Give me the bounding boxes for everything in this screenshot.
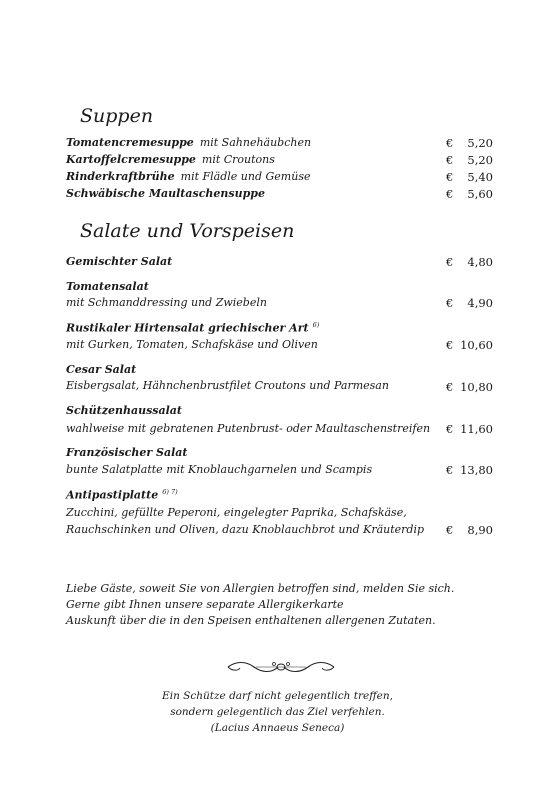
menu-item-salad — [66, 280, 496, 296]
price-row — [0, 153, 555, 169]
item-description: Eisbergsalat, Hähnchenbrustfilet Croutons und Parmesan — [66, 379, 389, 392]
menu-item-salad — [66, 488, 496, 504]
quote-line: sondern gelegentlich das Ziel verfehlen. — [170, 706, 385, 718]
item-name: Französischer Salat — [66, 446, 188, 459]
currency-symbol: € — [446, 296, 454, 310]
item-name: Cesar Salat — [66, 363, 137, 376]
allergy-notice-line: Liebe Gäste, soweit Sie von Allergien betroffen sind, melden Sie sich. — [66, 582, 455, 595]
menu-item-salad — [66, 404, 496, 420]
price-row — [0, 187, 555, 203]
currency-symbol: € — [446, 255, 454, 269]
currency-symbol: € — [446, 422, 454, 436]
allergen-note: 6) 7) — [162, 488, 178, 496]
quote-line: Ein Schütze darf nicht gelegentlich treffen, — [162, 690, 393, 702]
item-description: mit Schmanddressing und Zwiebeln — [66, 296, 267, 309]
item-name: Tomatencremesuppe — [66, 136, 194, 149]
item-price: 4,80 — [467, 255, 493, 269]
item-price: 5,20 — [467, 136, 493, 150]
item-price: 5,40 — [467, 170, 493, 184]
currency-symbol: € — [446, 380, 454, 394]
item-price: 8,90 — [467, 523, 493, 537]
section-title-salads: Salate und Vorspeisen — [80, 220, 295, 242]
item-description: bunte Salatplatte mit Knoblauchgarnelen und Scampis — [66, 463, 373, 476]
item-description: mit Flädle und Gemüse — [180, 170, 311, 183]
flourish-divider-icon — [226, 659, 336, 675]
item-description: Rauchschinken und Oliven, dazu Knoblauchbrot und Kräuterdip — [66, 523, 425, 536]
item-description: mit Croutons — [201, 153, 275, 166]
currency-symbol: € — [446, 153, 454, 167]
price-row — [0, 422, 555, 438]
price-row — [0, 338, 555, 354]
item-name: Tomatensalat — [66, 280, 149, 293]
item-description: Zucchini, gefüllte Peperoni, eingelegter Paprika, Schafskäse, — [66, 506, 407, 519]
quote-author: (Lacius Annaeus Seneca) — [210, 722, 345, 734]
currency-symbol: € — [446, 463, 454, 477]
item-name: Rinderkraftbrühe — [66, 170, 175, 183]
item-name: Antipastiplatte — [66, 488, 159, 502]
price-row — [0, 255, 555, 271]
item-price: 13,80 — [460, 463, 493, 477]
currency-symbol: € — [446, 136, 454, 150]
item-name: Schützenhaussalat — [66, 404, 182, 417]
item-price: 5,20 — [467, 153, 493, 167]
menu-item-salad — [66, 321, 496, 337]
allergy-notice-line: Auskunft über die in den Speisen enthaltenen allergenen Zutaten. — [66, 614, 436, 627]
price-row — [0, 523, 555, 539]
item-name: Schwäbische Maultaschensuppe — [66, 187, 265, 200]
section-title-soups: Suppen — [80, 105, 154, 127]
price-row — [0, 463, 555, 479]
seneca-quote — [0, 688, 555, 736]
item-name: Kartoffelcremesuppe — [66, 153, 196, 166]
item-price: 11,60 — [460, 422, 493, 436]
item-description: wahlweise mit gebratenen Putenbrust- oder Maultaschenstreifen — [66, 422, 431, 435]
price-row — [0, 380, 555, 396]
item-price: 5,60 — [467, 187, 493, 201]
item-price: 10,60 — [460, 338, 493, 352]
price-row — [0, 296, 555, 312]
item-description: mit Sahnehäubchen — [199, 136, 312, 149]
currency-symbol: € — [446, 187, 454, 201]
item-name: Gemischter Salat — [66, 255, 173, 268]
currency-symbol: € — [446, 338, 454, 352]
allergy-notice-line: Gerne gibt Ihnen unsere separate Allergikerkarte — [66, 598, 344, 611]
price-row — [0, 136, 555, 152]
item-description: mit Gurken, Tomaten, Schafskäse und Oliven — [66, 338, 318, 351]
item-price: 10,80 — [460, 380, 493, 394]
allergy-notice — [66, 581, 454, 629]
item-name: Rustikaler Hirtensalat griechischer Art — [66, 321, 309, 335]
currency-symbol: € — [446, 170, 454, 184]
price-row — [0, 170, 555, 186]
menu-item-salad — [66, 446, 496, 462]
currency-symbol: € — [446, 523, 454, 537]
menu-item-salad — [66, 363, 496, 379]
allergen-note: 6) — [312, 321, 320, 329]
item-price: 4,90 — [467, 296, 493, 310]
